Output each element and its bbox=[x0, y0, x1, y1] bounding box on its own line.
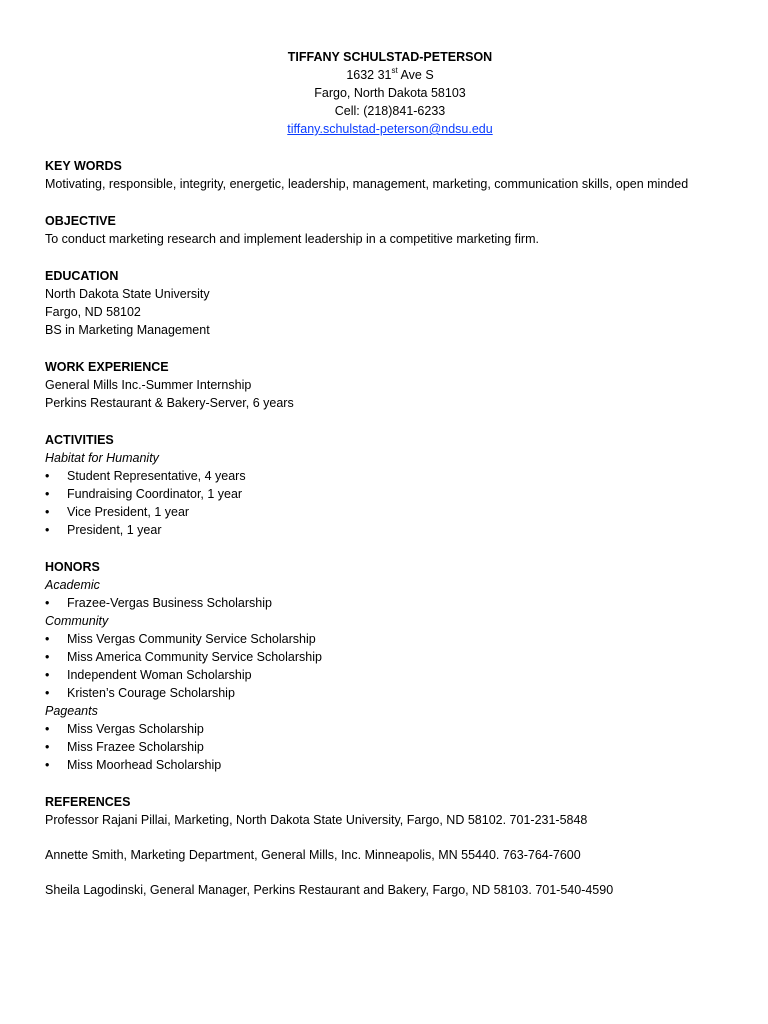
activities-section bbox=[45, 431, 735, 539]
list-item: • Kristen’s Courage Scholarship bbox=[45, 684, 735, 702]
cell-phone: Cell: (218)841-6233 bbox=[334, 104, 446, 118]
list-item: • Miss Vergas Scholarship bbox=[45, 720, 735, 738]
honors-academic-list bbox=[45, 594, 735, 612]
keywords-text: Motivating, responsible, integrity, energetic, leadership, management, marketing, communication skills, open minded bbox=[45, 177, 689, 191]
list-item: • Fundraising Coordinator, 1 year bbox=[45, 485, 735, 503]
honors-community-list bbox=[45, 630, 735, 702]
honors-group-label: Academic bbox=[45, 578, 100, 592]
email-link[interactable]: tiffany.schulstad-peterson@ndsu.edu bbox=[287, 122, 493, 136]
work-item: Perkins Restaurant & Bakery-Server, 6 years bbox=[45, 396, 294, 410]
honors-pageants-list bbox=[45, 720, 735, 774]
list-item: • President, 1 year bbox=[45, 521, 735, 539]
references-section bbox=[45, 793, 735, 899]
list-item: • Miss Vergas Community Service Scholarship bbox=[45, 630, 735, 648]
honors-group-label: Pageants bbox=[45, 704, 98, 718]
keywords-section bbox=[45, 157, 735, 193]
applicant-name: TIFFANY SCHULSTAD-PETERSON bbox=[287, 50, 493, 64]
section-title: KEY WORDS bbox=[45, 159, 122, 173]
section-title: OBJECTIVE bbox=[45, 214, 116, 228]
city-state-zip: Fargo, North Dakota 58103 bbox=[314, 86, 466, 100]
activities-list bbox=[45, 467, 735, 539]
section-title: ACTIVITIES bbox=[45, 433, 114, 447]
section-title: HONORS bbox=[45, 560, 100, 574]
reference-item: Professor Rajani Pillai, Marketing, North Dakota State University, Fargo, ND 58102. 701-231-5848 bbox=[45, 813, 588, 827]
section-title: REFERENCES bbox=[45, 795, 131, 809]
work-item: General Mills Inc.-Summer Internship bbox=[45, 378, 252, 392]
list-item: • Miss Frazee Scholarship bbox=[45, 738, 735, 756]
list-item: • Frazee-Vergas Business Scholarship bbox=[45, 594, 735, 612]
work-section bbox=[45, 358, 735, 412]
list-item: • Vice President, 1 year bbox=[45, 503, 735, 521]
honors-section bbox=[45, 558, 735, 774]
list-item: • Miss America Community Service Scholarship bbox=[45, 648, 735, 666]
list-item: • Independent Woman Scholarship bbox=[45, 666, 735, 684]
education-location: Fargo, ND 58102 bbox=[45, 305, 141, 319]
education-degree: BS in Marketing Management bbox=[45, 323, 210, 337]
street-number-suffix: st bbox=[391, 65, 398, 75]
resume-page bbox=[45, 48, 735, 899]
objective-section bbox=[45, 212, 735, 248]
list-item: • Student Representative, 4 years bbox=[45, 467, 735, 485]
section-title: EDUCATION bbox=[45, 269, 119, 283]
education-school: North Dakota State University bbox=[45, 287, 210, 301]
street-address bbox=[45, 66, 735, 84]
reference-item: Sheila Lagodinski, General Manager, Perkins Restaurant and Bakery, Fargo, ND 58103. 701-540-4590 bbox=[45, 883, 614, 897]
objective-text: To conduct marketing research and implement leadership in a competitive marketing firm. bbox=[45, 232, 539, 246]
street-name: Ave S bbox=[397, 68, 434, 82]
reference-item: Annette Smith, Marketing Department, General Mills, Inc. Minneapolis, MN 55440. 763-764-7600 bbox=[45, 848, 581, 862]
activities-org: Habitat for Humanity bbox=[45, 451, 159, 465]
honors-group-label: Community bbox=[45, 614, 109, 628]
education-section bbox=[45, 267, 735, 339]
list-item: • Miss Moorhead Scholarship bbox=[45, 756, 735, 774]
street-number: 1632 31 bbox=[346, 68, 392, 82]
section-title: WORK EXPERIENCE bbox=[45, 360, 169, 374]
contact-header bbox=[45, 48, 735, 138]
